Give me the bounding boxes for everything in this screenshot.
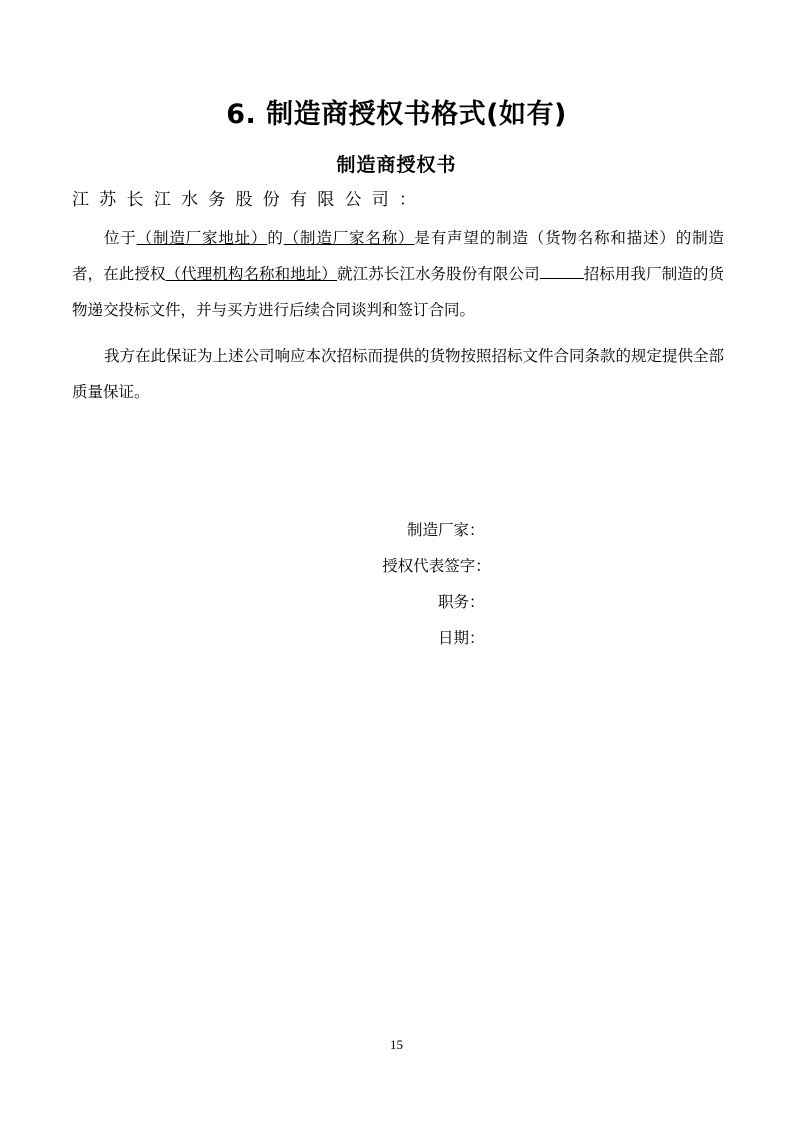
page-title: 6. 制造商授权书格式(如有) (226, 99, 567, 130)
para1-manufacturer-name: （制造厂家名称） (283, 229, 415, 247)
para1-seg1: 位于 (104, 229, 137, 247)
para1-agent-name-address: （代理机构名称和地址） (165, 265, 338, 283)
document-subtitle: 制造商授权书 (336, 154, 457, 176)
signature-label-position: 职务： (437, 593, 485, 611)
signature-label-representative: 授权代表签字： (382, 557, 491, 575)
paragraph-quality-guarantee: 我方在此保证为上述公司响应本次招标而提供的货物按照招标文件合同条款的规定提供全部质量保证。 (72, 347, 725, 401)
paragraph-authorization (72, 220, 724, 328)
signature-row (0, 512, 793, 548)
para1-seg5: 是有声望的制造（货物名称和描述）的制造者，在此授权 (72, 229, 724, 283)
para1-seg3: 的 (267, 229, 284, 247)
para1-seg7: 就江苏长江水务股份有限公司 (337, 265, 540, 283)
document-body (72, 182, 724, 410)
signature-row (0, 548, 793, 584)
page-number: 15 (390, 1037, 403, 1052)
signature-row (0, 620, 793, 656)
signature-label-manufacturer: 制造厂家： (406, 521, 485, 539)
para1-fill-blank (540, 278, 584, 279)
signature-label-date: 日期： (437, 629, 485, 647)
addressee-line: 江 苏 长 江 水 务 股 份 有 限 公 司 ： (72, 190, 419, 209)
para1-manufacturer-address: （制造厂家地址） (136, 229, 268, 247)
signature-row (0, 584, 793, 620)
para1-seg9: 招标用我厂制造的货物递交投标文件，并与买方进行后续合同谈判和签订合同。 (72, 265, 724, 319)
signature-block (0, 512, 793, 656)
